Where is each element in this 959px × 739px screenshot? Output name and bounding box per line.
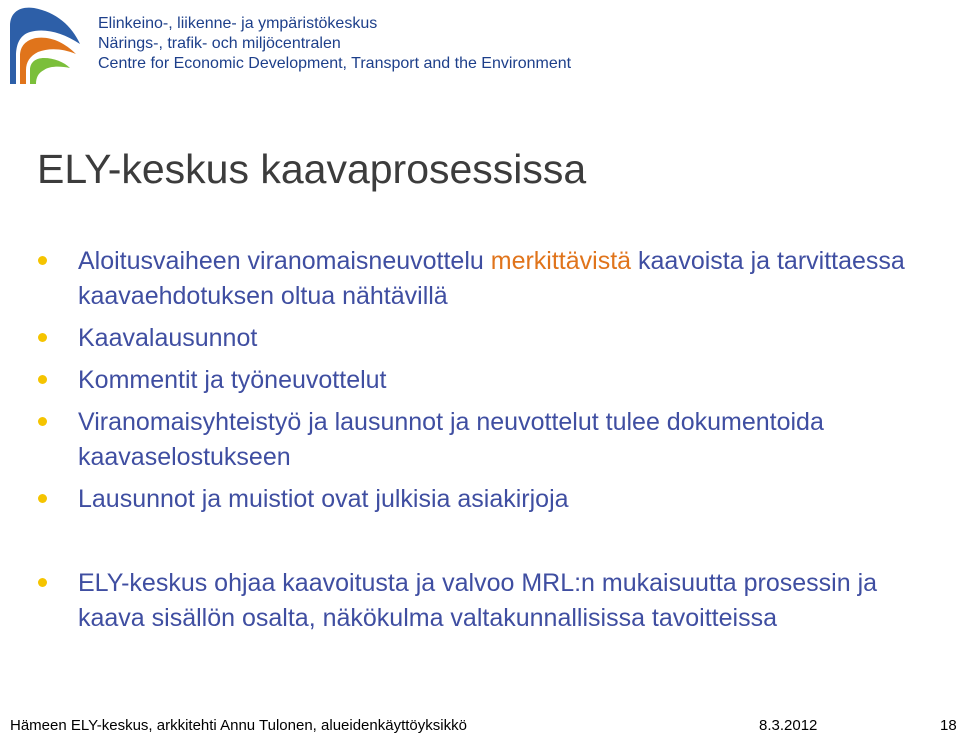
bullet-dot <box>38 578 47 587</box>
bullet-text: Kaavalausunnot <box>78 324 258 352</box>
bullet-dot <box>38 375 47 384</box>
bullet-dot <box>38 256 47 265</box>
bullet-text-start: Aloitusvaiheen viranomaisneuvottelu <box>78 247 491 275</box>
bullet-dot <box>38 417 47 426</box>
bullet-item <box>78 566 948 636</box>
org-name-finnish: Elinkeino-, liikenne- ja ympäristökeskus <box>98 15 378 32</box>
bullet-item <box>78 363 948 398</box>
bullet-text: Viranomaisyhteistyö ja lausunnot ja neuvottelut tulee dokumentoida kaavaselostukseen <box>78 408 824 471</box>
bullet-text: Kommentit ja työneuvottelut <box>78 366 387 394</box>
bullet-item <box>78 321 948 356</box>
footer-date: 8.3.2012 <box>759 717 818 734</box>
bullet-text-end: kaavoista ja tarvittaessa kaavaehdotuksen oltua nähtävillä <box>78 247 905 310</box>
bullet-text: ELY-keskus ohjaa kaavoitusta ja valvoo MRL:n mukaisuutta prosessin ja kaava sisällön osalta, näkökulma valtakunnallisissa tavoitteissa <box>78 569 878 632</box>
org-name-swedish: Närings-, trafik- och miljöcentralen <box>98 35 341 52</box>
org-name-english: Centre for Economic Development, Transport and the Environment <box>98 55 572 72</box>
page-number: 18 <box>940 717 957 734</box>
bullet-dot <box>38 333 47 342</box>
bullet-dot <box>38 494 47 503</box>
highlighted-text: merkittävistä <box>490 247 632 275</box>
footer-author: Hämeen ELY-keskus, arkkitehti Annu Tulonen, alueidenkäyttöyksikkö <box>10 717 467 734</box>
slide-title: ELY-keskus kaavaprosessissa <box>37 146 587 192</box>
bullet-item <box>78 482 948 517</box>
bullet-item <box>78 244 948 314</box>
bullet-text: Lausunnot ja muistiot ovat julkisia asiakirjoja <box>78 485 569 513</box>
bullet-item <box>78 405 948 475</box>
